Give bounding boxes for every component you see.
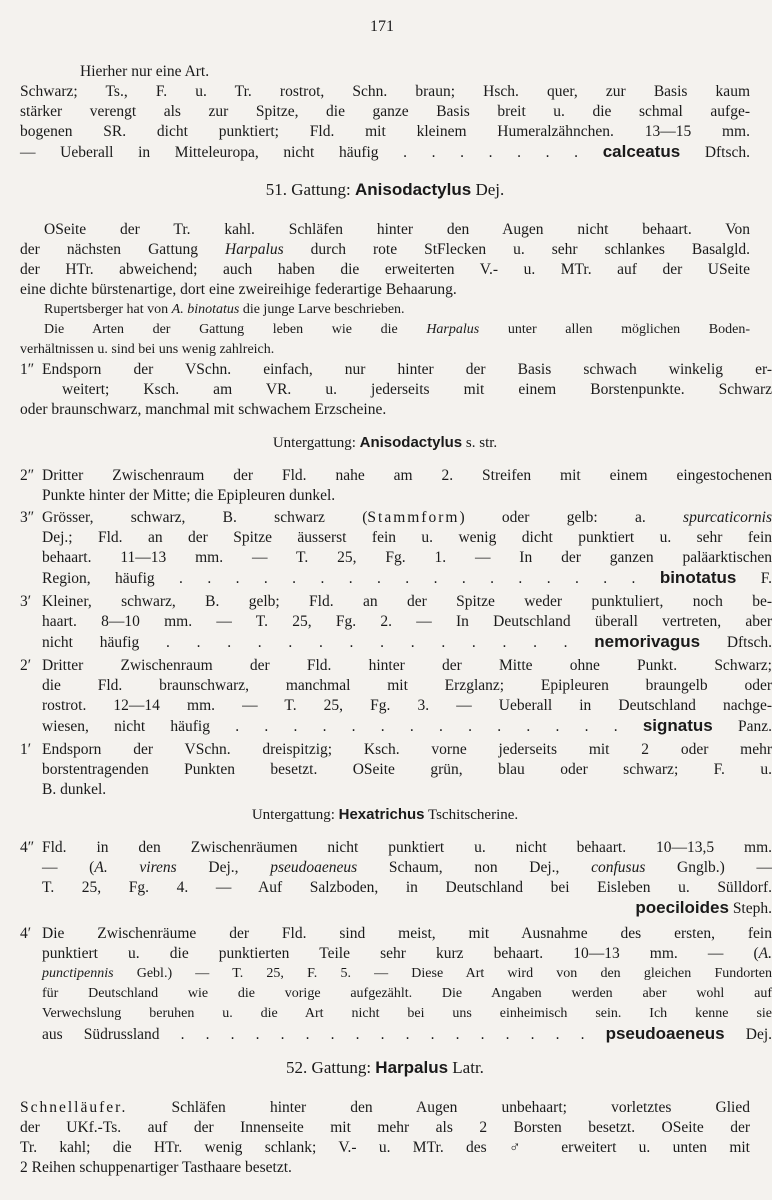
- key-number: 4′: [20, 925, 32, 942]
- text: Endsporn der VSchn. einfach, nur hinter der Basis schwach winkelig er-: [42, 361, 772, 378]
- text-line: Punkte hinter der Mitte; die Epipleuren dunkel.: [42, 487, 336, 504]
- genus-ref: Harpalus: [225, 241, 284, 258]
- text: Die Arten der Gattung leben wie die: [44, 322, 398, 337]
- text: Kleiner, schwarz, B. gelb; Fld. an der Spitze weder punktuliert, noch be-: [42, 593, 772, 610]
- text: Fld. in den Zwischenräumen nicht punktiert u. nicht behaart. 10—13,5 mm.: [42, 839, 772, 856]
- text-line: [20, 924, 772, 944]
- text-line: B. dunkel.: [42, 781, 107, 798]
- text-line: [20, 142, 750, 162]
- text-line: [20, 320, 750, 340]
- text-line: der UKf.-Ts. auf der Innenseite mit mehr als 2 Borsten besetzt. OSeite der: [20, 1119, 750, 1136]
- subgenus-prefix: Untergattung:: [251, 807, 335, 823]
- text-line: Schwarz; Ts., F. u. Tr. rostrot, Schn. braun; Hsch. quer, zur Basis kaum: [20, 83, 750, 100]
- key-couplet-3b: [20, 592, 772, 652]
- text-line: rostrot. 12—14 mm. — T. 25, Fg. 3. — Ueberall in Deutschland nachge-: [42, 697, 772, 714]
- key-number: 4″: [20, 839, 35, 856]
- key-couplet-3a: [20, 508, 772, 588]
- text: der nächsten Gattung: [20, 241, 199, 258]
- author: Steph.: [732, 900, 772, 917]
- text-line: [20, 838, 772, 858]
- text-line: [42, 898, 772, 918]
- text: punktiert u. die punktierten Teile sehr kurz behaart. 10—13 mm. — (: [42, 945, 759, 962]
- text-line: [42, 858, 772, 878]
- text: Tr. kahl; die HTr. wenig schlank; V.- u. MTr. des: [20, 1139, 487, 1156]
- text: unter allen möglichen Boden-: [507, 322, 750, 337]
- text: Dritter Zwischenraum der Fld. hinter der Mitte ohne Punkt. Schwarz;: [42, 657, 772, 674]
- key-couplet-4a: [20, 838, 772, 918]
- text: erweitert u. unten mit: [561, 1139, 750, 1156]
- text-line: [20, 360, 772, 380]
- text-line: [42, 1024, 772, 1044]
- subgenus-suffix: s. str.: [465, 435, 498, 451]
- text-line: [20, 592, 772, 612]
- genus-name: Harpalus: [375, 1058, 449, 1077]
- species-name: calceatus: [602, 142, 681, 161]
- text: Grösser, schwarz, B. schwarz (: [42, 509, 368, 526]
- species-name: pseudoaeneus: [605, 1024, 725, 1043]
- text: aus Südrussland . . . . . . . . . . . . . . . . .: [42, 1026, 585, 1043]
- genus-name: Anisodactylus: [355, 180, 472, 199]
- species-name: poeciloides: [635, 898, 729, 917]
- species-ref: punctipennis: [42, 966, 114, 981]
- author: Dej.: [745, 1026, 772, 1043]
- genus-ref: Harpalus: [426, 322, 480, 337]
- text: wiesen, nicht häufig . . . . . . . . . . . . . .: [42, 718, 618, 735]
- key-number: 1′: [20, 741, 32, 758]
- text: Endsporn der VSchn. dreispitzig; Ksch. vorne jederseits mit 2 oder mehr: [42, 741, 772, 758]
- text-line: [20, 1138, 750, 1158]
- page-number: 171: [370, 18, 394, 35]
- species-name: binotatus: [659, 568, 737, 587]
- text-line: [20, 1098, 750, 1118]
- author: Dftsch.: [726, 634, 772, 651]
- text-line: Hierher nur eine Art.: [80, 63, 210, 80]
- text: Dej.,: [208, 859, 239, 876]
- species-ref: A. binotatus: [171, 302, 240, 317]
- text: Dritter Zwischenraum der Fld. nahe am 2. Streifen mit einem eingestochenen: [42, 467, 772, 484]
- text-line: [42, 716, 772, 736]
- text-line: Dej.; Fld. an der Spitze äusserst fein u. wenig dicht punktiert u. sehr fein: [42, 529, 772, 546]
- author: F.: [760, 570, 772, 587]
- text-line: OSeite der Tr. kahl. Schläfen hinter den Augen nicht behaart. Von: [44, 221, 750, 238]
- text: Region, häufig . . . . . . . . . . . . . . . . .: [42, 570, 636, 587]
- text-line: [20, 508, 772, 528]
- text-line: die Fld. braunschwarz, manchmal mit Erzglanz; Epipleuren braungelb oder: [42, 677, 772, 694]
- text: Schaum, non Dej.,: [388, 859, 560, 876]
- key-couplet-2a: [20, 466, 772, 506]
- text: Rupertsberger hat von: [44, 302, 169, 317]
- genus-51-description: [20, 220, 750, 360]
- text-line: [42, 632, 772, 652]
- text-line: weitert; Ksch. am VR. u. jederseits mit einem Borstenpunkte. Schwarz: [62, 381, 772, 398]
- text-line: haart. 8—10 mm. — T. 25, Fg. 2. — In Deutschland überall vertreten, aber: [42, 613, 772, 630]
- text-line: T. 25, Fg. 4. — Auf Salzboden, in Deutschland bei Eisleben u. Sülldorf.: [42, 879, 772, 896]
- subgenus-heading-2: [20, 806, 750, 824]
- text-line: Verwechslung beruhen u. die Art nicht bei uns einheimisch sein. Ich kenne sie: [42, 1006, 772, 1021]
- text-line: eine dichte bürstenartige, dort eine zweireihige federartige Behaarung.: [20, 281, 457, 298]
- subgenus-prefix: Untergattung:: [272, 435, 356, 451]
- species-ref: A. virens: [94, 859, 177, 876]
- genus-prefix: 52. Gattung:: [286, 1058, 372, 1077]
- key-number: 2″: [20, 467, 35, 484]
- subgenus-name: Anisodactylus: [359, 434, 463, 451]
- text-line: [20, 466, 772, 486]
- subgenus-name: Hexatrichus: [338, 806, 425, 823]
- text-line: [20, 740, 772, 760]
- subgenus-suffix: Tschitscherine.: [427, 807, 519, 823]
- text-line: 2 Reihen schuppenartiger Tasthaare besetzt.: [20, 1159, 292, 1176]
- text-line: der HTr. abweichend; auch haben die erweiterten V.- u. MTr. auf der USeite: [20, 261, 750, 278]
- text-line: [42, 964, 772, 984]
- genus-prefix: 51. Gattung:: [265, 180, 351, 199]
- text: Die Zwischenräume der Fld. sind meist, mit Ausnahme des ersten, fein: [42, 925, 772, 942]
- text-line: [20, 656, 772, 676]
- text: ) oder gelb: a.: [459, 509, 646, 526]
- species-ref: A.: [758, 945, 772, 962]
- key-couplet-1b: [20, 740, 772, 800]
- text: nicht häufig . . . . . . . . . . . . . .: [42, 634, 568, 651]
- text: Gnglb.) —: [677, 859, 772, 876]
- text: durch rote StFlecken u. sehr schlankes Basalgld.: [310, 241, 751, 258]
- key-number: 3′: [20, 593, 32, 610]
- author: Panz.: [738, 718, 772, 735]
- text: — Ueberall in Mitteleuropa, nicht häufig . . . . . . .: [20, 144, 579, 161]
- key-number: 2′: [20, 657, 32, 674]
- text-line: für Deutschland wie die vorige aufgezählt. Die Angaben werden aber wohl auf: [42, 986, 772, 1001]
- text-line: borstentragenden Punkten besetzt. OSeite grün, blau oder schwarz; F. u.: [42, 761, 772, 778]
- text-line: oder braunschwarz, manchmal mit schwachem Erzscheine.: [20, 401, 387, 418]
- genus-52-description: [20, 1098, 750, 1178]
- text: Schläfen hinter den Augen unbehaart; vorletztes Glied: [171, 1099, 750, 1116]
- text-line: [20, 300, 750, 320]
- male-symbol-icon: ♂: [508, 1139, 539, 1156]
- common-name: Schnelläufer.: [20, 1099, 128, 1116]
- key-couplet-4b: [20, 924, 772, 1044]
- key-couplet-1a: [20, 360, 772, 420]
- text-line: bogenen SR. dicht punktiert; Fld. mit kleinem Humeralzähnchen. 13—15 mm.: [20, 123, 750, 140]
- genus-author: Latr.: [452, 1058, 484, 1077]
- text-line: [42, 568, 772, 588]
- text-line: [20, 240, 750, 260]
- subgenus-heading-1: [20, 434, 750, 452]
- text: — (: [42, 859, 95, 876]
- key-number: 1″: [20, 361, 35, 378]
- text-line: [42, 944, 772, 964]
- text-line: verhältnissen u. sind bei uns wenig zahlreich.: [20, 342, 275, 357]
- species-ref: confusus: [591, 859, 646, 876]
- key-number: 3″: [20, 509, 35, 526]
- text-line: stärker verengt als zur Spitze, die ganze Basis breit u. die schmal aufge-: [20, 103, 750, 120]
- form-name: Stammform: [367, 509, 460, 526]
- species-name: signatus: [642, 716, 713, 735]
- genus-heading-52: [20, 1058, 750, 1078]
- species-name: nemorivagus: [594, 632, 701, 651]
- genus-author: Dej.: [475, 180, 505, 199]
- genus-heading-51: [20, 180, 750, 200]
- species-ref: pseudoaeneus: [270, 859, 358, 876]
- text: die junge Larve beschrieben.: [242, 302, 405, 317]
- variety-name: spurcaticornis: [683, 509, 772, 526]
- author: Dftsch.: [704, 144, 751, 161]
- intro-paragraph: [20, 62, 750, 162]
- text-line: behaart. 11—13 mm. — T. 25, Fg. 1. — In der ganzen paläarktischen: [42, 549, 772, 566]
- key-couplet-2b: [20, 656, 772, 736]
- text: Gebl.) — T. 25, F. 5. — Diese Art wird von den gleichen Fundorten: [136, 966, 772, 981]
